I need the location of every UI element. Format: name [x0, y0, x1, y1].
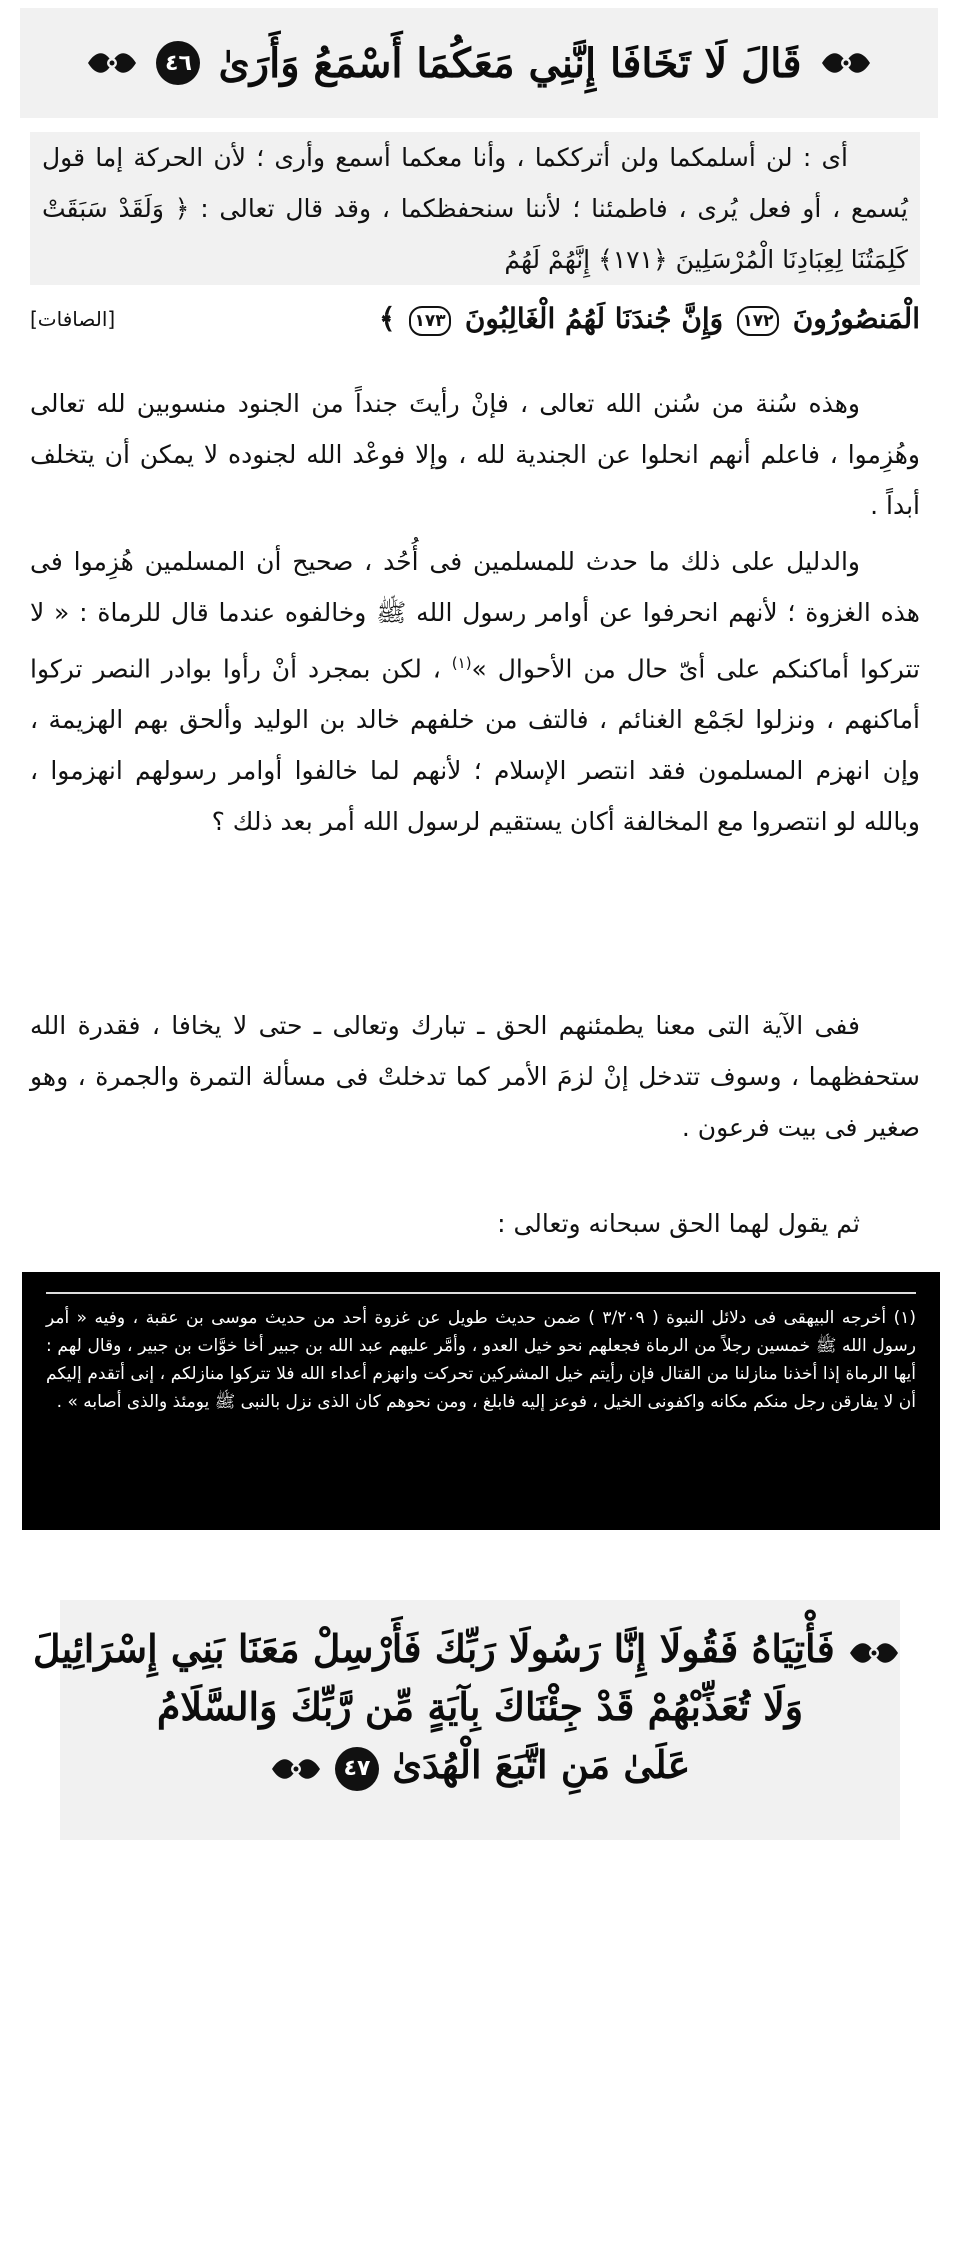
verse-open-ornament-icon: [820, 48, 872, 78]
paragraph-3-part-b: ، لكن بمجرد أنْ رأوا بوادر النصر تركوا أماكنهم ، ونزلوا لجَمْع الغنائم ، فالتف من خلفهم خالد بن الوليد وألحق بهم الهزيمة ، وإن انهزم المسلمون فقد انتصر الإسلام ؛ لأنهم لما خالفوا أوامر رسولهم انهزموا ، وبالله لو انتصروا مع المخالفة أكان يستقيم لرسول الله أمر بعد ذلك ؟: [30, 654, 920, 837]
quran-quote-part-b: وَإِنَّ جُندَنَا لَهُمُ الْغَالِبُونَ: [464, 302, 724, 335]
verse-47-line-1: [32, 1620, 900, 1678]
verse-47-line-2: وَلَا تُعَذِّبْهُمْ قَدْ جِئْنَاكَ بِآيَةٍ مِّن رَّبِّكَ وَالسَّلَامُ: [156, 1684, 804, 1729]
verse-close-ornament-icon: [270, 1754, 322, 1784]
paragraph-3-part-a: والدليل على ذلك ما حدث للمسلمين فى أُحُد ، صحيح أن المسلمين هُزِموا فى هذه الغزوة ؛ لأنهم انحرفوا عن أوامر رسول الله ﷺ وخالفوه عندما قال للرماة : « لا تتركوا أماكنكم على أىّ حال من الأحوال »: [30, 547, 921, 684]
paragraph-3-text: [30, 536, 920, 847]
verse-number-173: ١٧٣: [409, 306, 451, 336]
footnotes-box: [22, 1272, 940, 1530]
verse-number-172: ١٧٢: [737, 306, 779, 336]
quran-quote: [379, 302, 920, 336]
verse-block-47: [32, 1600, 900, 1840]
verse-number-46: ٤٦: [156, 41, 200, 85]
paragraph-1-text: أى : لن أسلمكما ولن أترككما ، وأنا معكما أسمع وأرى ؛ لأن الحركة إما قول يُسمع ، أو فعل يُرى ، فاطمئنا ؛ لأننا سنحفظكما ، وقد قال تعالى : ﴿ وَلَقَدْ سَبَقَتْ كَلِمَتُنَا لِعِبَادِنَا الْمُرْسَلِينَ ﴿١٧١﴾ إِنَّهُمْ لَهُمُ: [42, 143, 908, 274]
verse-47-line-3-text: عَلَىٰ مَنِ اتَّبَعَ الْهُدَىٰ: [392, 1742, 691, 1787]
footnote-reference[interactable]: (١): [451, 654, 472, 672]
verse-47-line-3: [60, 1736, 900, 1794]
verse-46-text: قَالَ لَا تَخَافَا إِنَّنِي مَعَكُمَا أَسْمَعُ وَأَرَىٰ: [218, 39, 802, 87]
footnote-1-text: (١) أخرجه البيهقى فى دلائل النبوة ( ٣/٢٠٩ ) ضمن حديث طويل عن غزوة أحد من حديث موسى بن عقبة ، وفيه « أمر رسول الله ﷺ خمسين رجلاً من الرماة فجعلهم نحو خيل العدو ، وأمَّر عليهم عبد الله بن جبير أخا خوَّات بن جبير ، وقال لهم : أيها الرماة إذا أخذنا منازلنا من القتال فإن رأيتم خيل المشركين تحركت وانهزم أعداء الله فلا تتركوا منازلكم ، إنى أتقدم إليكم أن لا يفارقن رجل منكم مكانه واكفونى الخيل ، فوعز إليه فابلغ ، ومن نحوهم كان الذى نزل بالنبى ﷺ يومئذ والذى أصابه » .: [46, 1308, 916, 1412]
paragraph-3: [30, 536, 920, 847]
surah-source-label: [الصافات]: [30, 306, 116, 331]
paragraph-5-text: ثم يقول لهما الحق سبحانه وتعالى :: [497, 1209, 860, 1238]
verse-number-47: ٤٧: [335, 1747, 379, 1791]
verse-close-ornament-icon: [86, 48, 138, 78]
paragraph-5: [30, 1198, 920, 1249]
footnote-divider: [46, 1292, 916, 1294]
quran-quote-part-a: الْمَنصُورُونَ: [792, 302, 920, 335]
verse-47-line-1-text: فَأْتِيَاهُ فَقُولَا إِنَّا رَسُولَا رَبِّكَ فَأَرْسِلْ مَعَنَا بَنِي إِسْرَائِيلَ: [32, 1626, 835, 1671]
paragraph-2-text: وهذه سُنة من سُنن الله تعالى ، فإنْ رأيتَ جنداً من الجنود منسوبين لله تعالى وهُزِموا ، فاعلم أنهم انحلوا عن الجندية لله ، وإلا فوعْد الله لجنوده لا يمكن أن يتخلف أبداً .: [30, 389, 920, 520]
verse-header-46: [20, 8, 938, 118]
quran-quote-line: [30, 302, 920, 336]
quran-close-bracket: ﴾: [378, 302, 396, 335]
paragraph-4-text: ففى الآية التى معنا يطمئنهم الحق ـ تبارك وتعالى ـ حتى لا يخافا ، فقدرة الله ستحفظهما ، وسوف تتدخل إنْ لزمَ الأمر كما تدخلتْ فى مسألة التمرة والجمرة ، وهو صغير فى بيت فرعون .: [30, 1011, 920, 1142]
paragraph-4: [30, 1000, 920, 1153]
paragraph-2: [30, 378, 920, 531]
paragraph-1: [30, 132, 920, 285]
verse-open-ornament-icon: [848, 1638, 900, 1668]
